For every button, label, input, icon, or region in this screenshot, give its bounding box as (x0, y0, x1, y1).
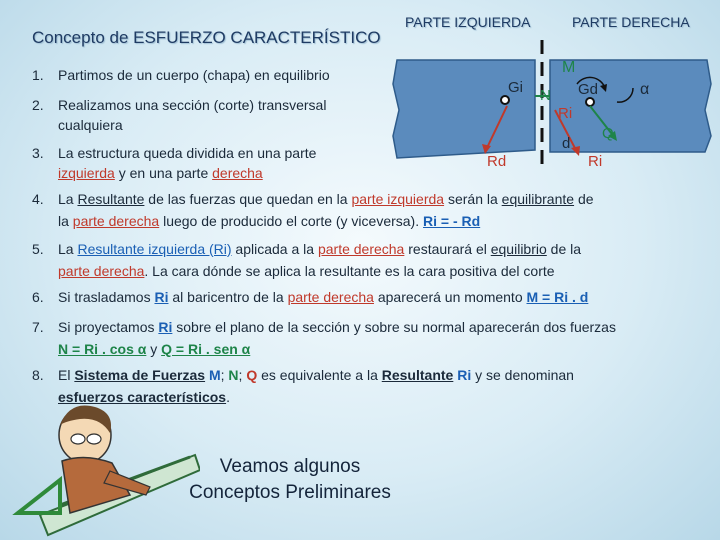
list-number-2: 2. (32, 97, 44, 113)
diagram-label-m: M (562, 59, 576, 76)
list-item-2-cont: cualquiera (58, 117, 123, 133)
list-number-7: 7. (32, 319, 44, 335)
preliminary-concepts-note (170, 428, 410, 532)
term-izquierda: izquierda (58, 165, 115, 181)
list-text-4b1: la (58, 213, 73, 229)
term-resultante-8: Resultante (381, 367, 454, 383)
set-square (18, 480, 60, 513)
list-text-8a1: El (58, 367, 75, 383)
formula-n: N = Ri . cos α (58, 341, 147, 357)
list-text-1: Partimos de un cuerpo (chapa) en equilibrio (58, 67, 330, 83)
list-text-4b3: luego de producido el corte (y viceversa). (159, 213, 424, 229)
list-text-5a1: La (58, 241, 78, 257)
diagram-label-d: d (562, 135, 571, 152)
list-text-4a3: de las fuerzas que quedan en la (144, 191, 352, 207)
term-resultante-izquierda: Resultante izquierda (Ri) (77, 241, 232, 257)
list-number-6: 6. (32, 289, 44, 305)
diagram-label-gd: Gd (578, 81, 599, 98)
formula-ri-rd: Ri = - Rd (423, 213, 481, 229)
list-item-5-cont (58, 262, 555, 281)
list-text-8b2: . (226, 389, 230, 405)
section-cut-diagram (385, 40, 720, 190)
formula-moment: M = Ri . d (526, 289, 589, 305)
list-text-5b2: . La cara dónde se aplica la resultante es la cara positiva del corte (144, 263, 555, 279)
list-text-5a7: de la (546, 241, 582, 257)
list-item-3-cont (58, 164, 263, 183)
term-m-8: M (205, 367, 221, 383)
list-item-4-cont (58, 212, 480, 231)
header-left-part: PARTE IZQUIERDA (405, 14, 531, 30)
term-parte-derecha: parte derecha (72, 213, 160, 229)
list-text-5a3: aplicada a la (231, 241, 318, 257)
list-text-5a5: restaurará el (404, 241, 491, 257)
note-line-1: Veamos algunos (219, 456, 361, 477)
list-text-8a8: es equivalente a la (257, 367, 382, 383)
term-parte-derecha-5: parte derecha (317, 241, 405, 257)
list-number-3: 3. (32, 145, 44, 161)
list-text-2a: Realizamos una sección (corte) transversal (58, 97, 327, 113)
list-text-8a11: y se denominan (471, 367, 574, 383)
note-line-2: Conceptos Preliminares (189, 482, 391, 503)
list-text-7a1: Si proyectamos (58, 319, 159, 335)
list-text-6a1: Si trasladamos (58, 289, 155, 305)
page-title: Concepto de ESFUERZO CARACTERÍSTICO (32, 28, 381, 47)
list-text-8a4: ; (220, 367, 229, 383)
list-text-4a1: La (58, 191, 78, 207)
term-ri-6: Ri (154, 289, 169, 305)
diagram-label-gi: Gi (508, 79, 523, 96)
term-ri-7: Ri (158, 319, 173, 335)
list-text-8a (58, 366, 574, 385)
list-text-3a: La estructura queda dividida en una parte (58, 145, 317, 161)
left-plate (393, 60, 535, 158)
term-equilibrio: equilibrio (490, 241, 547, 257)
term-equilibrante: equilibrante (501, 191, 575, 207)
term-resultante: Resultante (77, 191, 145, 207)
list-text-6a3: al baricentro de la (168, 289, 288, 305)
list-number-5: 5. (32, 241, 44, 257)
term-parte-derecha-6: parte derecha (287, 289, 374, 305)
list-text-7a3: sobre el plano de la sección y sobre su normal aparecerán dos fuerzas (172, 319, 616, 335)
term-sistema-fuerzas: Sistema de Fuerzas (74, 367, 206, 383)
term-ri-8: Ri (453, 367, 472, 383)
list-text-3b2: y en una parte (114, 165, 213, 181)
list-number-4: 4. (32, 191, 44, 207)
diagram-label-ri-b: Ri (588, 153, 603, 170)
list-number-1: 1. (32, 67, 44, 83)
list-text-6a5: aparecerá un momento (373, 289, 527, 305)
term-parte-izquierda: parte izquierda (351, 191, 445, 207)
diagram-label-alpha: α (640, 81, 650, 98)
term-parte-derecha-5b: parte derecha (58, 263, 145, 279)
gd-point (586, 98, 594, 106)
list-text-8a6: ; (238, 367, 247, 383)
gi-point (501, 96, 509, 104)
diagram-label-n: N (540, 87, 551, 104)
term-esfuerzos-caracteristicos: esfuerzos característicos (58, 389, 227, 405)
list-text-4a5: serán la (444, 191, 502, 207)
engineer-glasses-right (87, 434, 101, 444)
header-right-part: PARTE DERECHA (572, 14, 690, 30)
list-text-6a (58, 288, 588, 307)
list-item-7-cont (58, 340, 250, 359)
list-text-4a (58, 190, 594, 209)
list-text-4a7: de (574, 191, 594, 207)
list-text-7a (58, 318, 616, 337)
diagram-label-q: Q (602, 125, 614, 142)
list-text-5a (58, 240, 581, 259)
list-text-7b2: y (146, 341, 162, 357)
formula-q: Q = Ri . sen α (161, 341, 251, 357)
term-n-8: N (228, 367, 239, 383)
list-number-8: 8. (32, 367, 44, 383)
diagram-label-rd: Rd (487, 153, 507, 170)
engineer-glasses-left (71, 434, 85, 444)
term-derecha: derecha (212, 165, 263, 181)
term-q-8: Q (246, 367, 258, 383)
diagram-label-ri-a: Ri (558, 105, 573, 122)
